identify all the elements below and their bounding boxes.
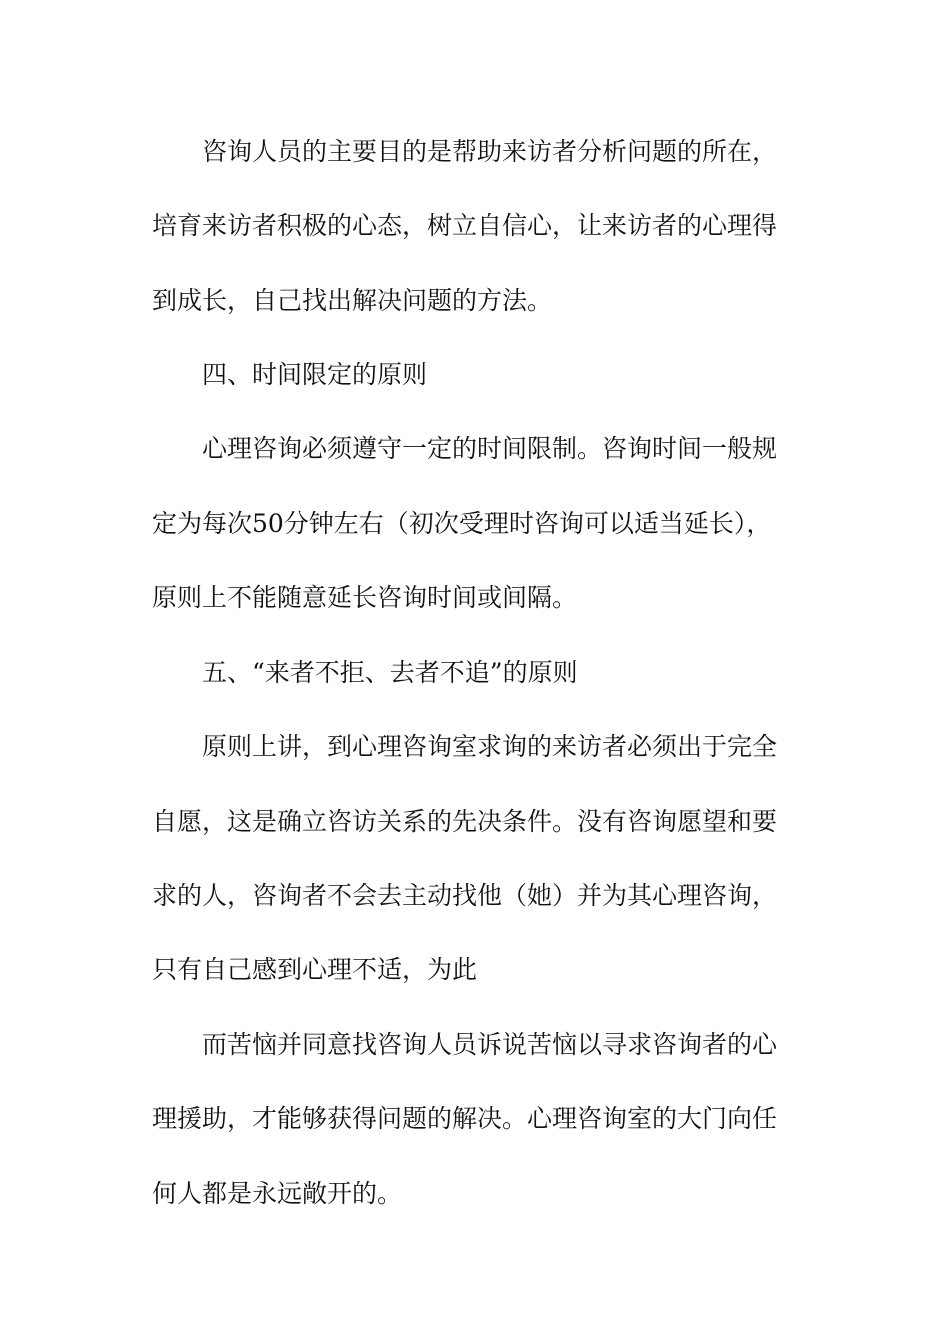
paragraph-line: 到成长，自己找出解决问题的方法。 [152, 286, 553, 315]
paragraph-line: 自愿，这是确立咨访关系的先决条件。没有咨询愿望和要 [152, 807, 778, 836]
paragraph-line: 理援助，才能够获得问题的解决。心理咨询室的大门向任 [152, 1104, 778, 1133]
paragraph-line: 原则上讲，到心理咨询室求询的来访者必须出于完全 [202, 732, 778, 761]
paragraph-line: 培育来访者积极的心态，树立自信心，让来访者的心理得 [152, 211, 778, 240]
paragraph-line: 心理咨询必须遵守一定的时间限制。咨询时间一般规 [202, 434, 778, 463]
paragraph-line: 咨询人员的主要目的是帮助来访者分析问题的所在， [202, 137, 778, 166]
paragraph-line: 而苦恼并同意找咨询人员诉说苦恼以寻求咨询者的心 [202, 1030, 778, 1059]
paragraph-line: 求的人，咨询者不会去主动找他（她）并为其心理咨询， [152, 881, 778, 910]
paragraph-line: 定为每次50分钟左右（初次受理时咨询可以适当延长）， [152, 509, 772, 538]
section-heading: 四、时间限定的原则 [202, 360, 428, 389]
paragraph-line: 原则上不能随意延长咨询时间或间隔。 [152, 583, 578, 612]
paragraph-line: 何人都是永远敞开的。 [152, 1179, 403, 1208]
paragraph-line: 只有自己感到心理不适，为此 [152, 955, 478, 984]
section-heading: 五、“来者不拒、去者不追”的原则 [202, 658, 578, 687]
